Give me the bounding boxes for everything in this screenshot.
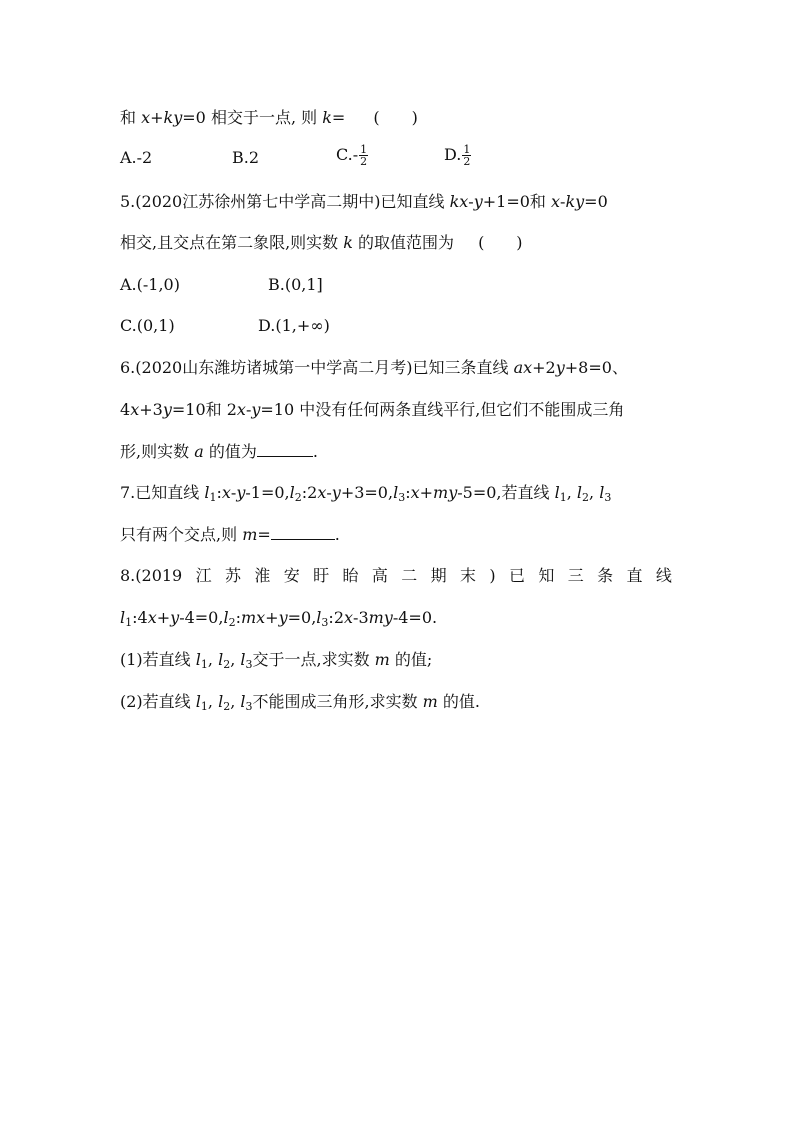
q6-line-1: 6.(2020山东潍坊诸城第一中学高二月考)已知三条直线 ax+2y+8=0、 xyxy=(120,358,628,377)
q4-option-d: D. $\frac{1}{2}$ xyxy=(444,143,471,168)
answer-blank[interactable] xyxy=(257,442,313,457)
q5-options-row-1 xyxy=(120,275,520,297)
q8-part-2: (2)若直线 $l_1$, $l_2$, $l_3$不能围成三角形,求实数 m 的值. xyxy=(120,692,481,713)
fraction: $\frac{1}{2}$ xyxy=(463,143,471,168)
q4-option-c: C.- $\frac{1}{2}$ xyxy=(336,143,368,168)
fraction: $\frac{1}{2}$ xyxy=(360,143,368,168)
q8-part-1: (1)若直线 $l_1$, $l_2$, $l_3$交于一点,求实数 m 的值; xyxy=(120,650,433,671)
q5-line-2: 相交,且交点在第二象限,则实数 k 的取值范围为 ( ) xyxy=(120,233,523,252)
q7-line-2: 只有两个交点,则 m= . xyxy=(120,525,340,544)
q5-options-row-2 xyxy=(120,316,520,338)
q5-option-c: C.(0,1) xyxy=(120,316,175,335)
q4-tail-line: 和 x+ky=0 相交于一点, 则 k= ( ) xyxy=(120,108,418,127)
q5-option-d: D.(1,+∞) xyxy=(258,316,330,335)
q7-line-1: 7.已知直线 $l_1:x-y-1=0,l_2:2x-y+3=0,l_3:x+my-5=0$,若直线 $l_1$, $l_2$, $l_3$ xyxy=(120,483,612,504)
q8-line-2: $l_1:4x+y-4=0,l_2:mx+y=0,l_3:2x-3my-4=0$. xyxy=(120,608,438,629)
q5-option-b: B.(0,1] xyxy=(268,275,323,294)
q4-options xyxy=(120,143,680,172)
answer-blank[interactable] xyxy=(271,525,335,540)
q4-option-a: A.-2 xyxy=(120,148,153,167)
q6-line-2: 4x+3y=10和 2x-y=10 中没有任何两条直线平行,但它们不能围成三角 xyxy=(120,400,625,419)
q6-line-3: 形,则实数 a 的值为 . xyxy=(120,442,318,461)
q5-option-a: A.(-1,0) xyxy=(120,275,180,294)
q5-line-1: 5.(2020江苏徐州第七中学高二期中)已知直线 kx-y+1=0和 x-ky=0 xyxy=(120,192,608,211)
q8-line-1: 8.(2019 江 苏 淮 安 盱 眙 高 二 期 末 ) 已 知 三 条 直 线 xyxy=(120,566,672,585)
q4-option-b: B.2 xyxy=(232,148,260,167)
